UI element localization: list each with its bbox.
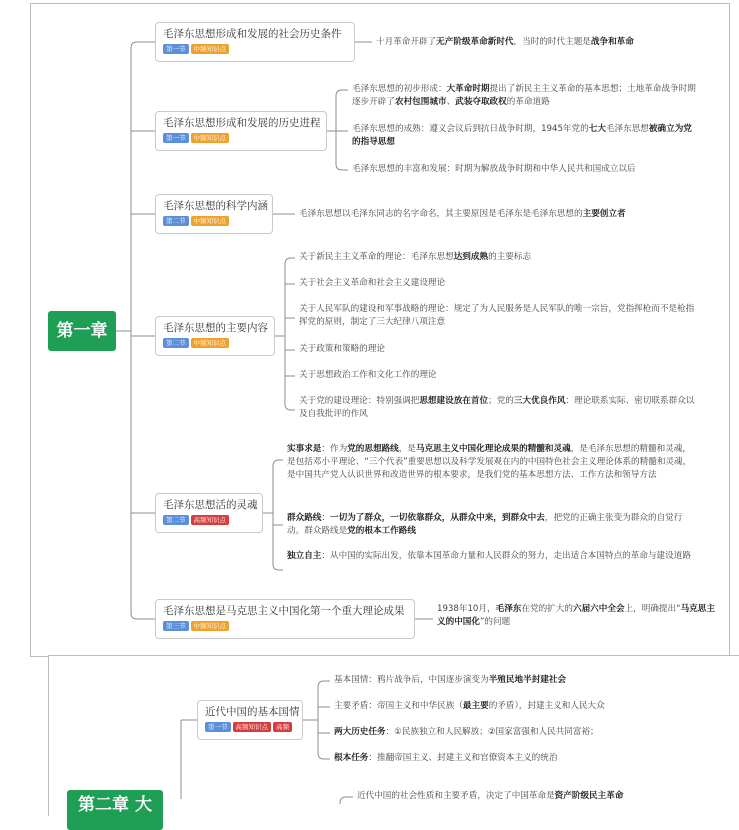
leaf-segment: 关于人民军队的建设和军事战略的理论：规定了为人民服务是人民军队的唯一宗旨，党指挥枪而不是枪指挥党的原则，制定了三大纪律八项注意 — [299, 304, 695, 327]
leaf-text — [334, 674, 714, 687]
leaf-segment: 关于政策和策略的理论 — [299, 344, 385, 354]
leaf-emphasis: 两大历史任务 — [334, 727, 386, 737]
leaf-segment: 毛泽东思想以毛泽东同志的名字命名，其主要原因是毛泽东是毛泽东思想的 — [299, 209, 583, 219]
section-tag: 第一节 — [163, 44, 189, 54]
frequency-tag-short: 高频 — [273, 722, 292, 732]
section-tag: 第一节 — [163, 133, 189, 143]
topic-title: 毛泽东思想的科学内涵 — [163, 200, 268, 212]
leaf-emphasis: 根本任务 — [334, 753, 369, 763]
leaf-segment: 在党的扩大的 — [521, 604, 573, 614]
leaf-emphasis: 达到成熟 — [453, 252, 489, 262]
frequency-tag: 中频知识点 — [191, 338, 230, 348]
topic-social-historical-conditions[interactable] — [155, 22, 355, 62]
leaf-segment: 毛泽东思想 — [605, 124, 649, 134]
leaf-segment: 近代中国的社会性质和主要矛盾，决定了中国革命是 — [357, 791, 555, 801]
topic-living-soul[interactable] — [155, 493, 263, 533]
leaf-emphasis: 六届六中全会 — [572, 604, 625, 614]
leaf-text — [299, 369, 705, 382]
leaf-text — [376, 36, 728, 49]
leaf-text — [299, 395, 699, 421]
leaf-segment: 毛泽东思想的丰富和发展：时期为解放战争时期和中华人民共和国成立以后 — [352, 164, 636, 174]
leaf-text — [357, 790, 727, 803]
section-tag: 第二节 — [163, 515, 189, 525]
leaf-emphasis: 党的根本工作路线 — [347, 526, 416, 536]
leaf-emphasis: 三大优良作风 — [513, 396, 566, 406]
leaf-text — [334, 726, 714, 739]
leaf-text — [299, 277, 705, 290]
leaf-emphasis: 半殖民地半封建社会 — [488, 675, 567, 685]
leaf-text — [299, 251, 705, 264]
topic-title: 毛泽东思想形成和发展的社会历史条件 — [163, 28, 342, 40]
leaf-segment: ；党的 — [488, 396, 514, 406]
leaf-segment: 主要矛盾：帝国主义和中华民族（ — [334, 701, 463, 711]
leaf-emphasis: 党的思想路线 — [347, 444, 399, 454]
leaf-text — [437, 603, 717, 629]
leaf-emphasis: 实事求是 — [287, 444, 322, 454]
leaf-text — [299, 303, 695, 329]
topic-title: 毛泽东思想是马克思主义中国化第一个重大理论成果 — [163, 605, 405, 617]
leaf-segment: 的矛盾），封建主义和人民大众 — [488, 701, 605, 711]
leaf-segment: 提出了新民主主义革命的基本思想；土地革命战争时期逐步开辟了 — [352, 84, 696, 107]
leaf-segment: 基本国情：鸦片战争后，中国逐步演变为 — [334, 675, 489, 685]
leaf-segment: 的革命道路 — [506, 97, 550, 107]
leaf-segment: 毛泽东思想的成熟：遵义会议后到抗日战争时期，1945年党的 — [352, 124, 589, 134]
frequency-tag: 中频知识点 — [191, 216, 230, 226]
section-tag: 第三节 — [163, 621, 189, 631]
leaf-emphasis: 被确立为党的指导思想 — [352, 124, 692, 147]
section-tag: 第一节 — [205, 722, 231, 732]
chapter-1-node[interactable]: 第一章 — [48, 311, 116, 351]
leaf-emphasis: 群众路线 — [287, 513, 322, 523]
topic-historical-process[interactable] — [155, 111, 327, 151]
leaf-emphasis: 主要创立者 — [582, 209, 626, 219]
leaf-segment: 毛泽东思想的初步形成： — [352, 84, 447, 94]
topic-main-content[interactable] — [155, 316, 275, 356]
leaf-emphasis: 战争和革命 — [590, 37, 634, 47]
leaf-emphasis: 一切为了群众，一切依靠群众，从群众中来，到群众中去 — [330, 513, 545, 523]
leaf-emphasis: 思想建设放在首位 — [419, 396, 489, 406]
topic-title: 近代中国的基本国情 — [205, 706, 300, 718]
leaf-segment: 的主要标志 — [488, 252, 532, 262]
topic-title: 毛泽东思想的主要内容 — [163, 322, 268, 334]
leaf-emphasis: 毛泽东 — [495, 604, 522, 614]
leaf-segment: ”的问题 — [479, 617, 511, 627]
leaf-segment: 1938年10月， — [437, 604, 496, 614]
leaf-text — [334, 700, 714, 713]
frequency-tag: 高频知识点 — [233, 722, 272, 732]
leaf-segment: 关于思想政治工作和文化工作的理论 — [299, 370, 437, 380]
leaf-segment: ，当时的时代主题是 — [513, 37, 591, 47]
leaf-text — [352, 163, 704, 176]
leaf-emphasis: 七大 — [588, 124, 606, 134]
topic-first-theoretical-achievement[interactable] — [155, 599, 415, 639]
section-tag: 第二节 — [163, 338, 189, 348]
leaf-segment: 关于党的建设理论：特别强调把 — [299, 396, 420, 406]
leaf-text — [287, 550, 697, 563]
leaf-emphasis: 大革命时期 — [446, 84, 490, 94]
frequency-tag: 中频知识点 — [191, 621, 230, 631]
leaf-emphasis: 独立自主 — [287, 551, 322, 561]
leaf-segment: ，是毛泽东思想的精髓和灵魂，是包括邓小平理论、“三个代表”重要思想以及科学发展观在内的中国特色社会主义理论体系的精髓和灵魂，是中国共产党人认识世界和改造世界的根本要求，是我们党的基本思想方法、工作方法和领导方法 — [287, 444, 692, 480]
leaf-text — [334, 752, 714, 765]
leaf-segment: 上，明确提出“ — [624, 604, 681, 614]
leaf-segment: ，是 — [398, 444, 416, 454]
frequency-tag: 中频知识点 — [191, 44, 230, 54]
leaf-emphasis: 资产阶级民主革命 — [554, 791, 624, 801]
leaf-text — [287, 512, 697, 538]
leaf-emphasis: 无产阶级革命新时代 — [436, 37, 514, 47]
leaf-text — [352, 83, 704, 109]
leaf-emphasis: 马克思主义中国化理论成果的精髓和灵魂 — [415, 444, 571, 454]
leaf-segment: 关于社会主义革命和社会主义建设理论 — [299, 278, 446, 288]
frequency-tag: 中频知识点 — [191, 133, 230, 143]
leaf-emphasis: 最主要 — [462, 701, 489, 711]
leaf-text — [299, 343, 705, 356]
leaf-emphasis: 农村包围城市 — [394, 97, 447, 107]
leaf-segment: ：作为 — [321, 444, 348, 454]
leaf-segment: ：理论联系实际、密切联系群众以及自我批评的作风 — [299, 396, 695, 419]
section-tag: 第二节 — [163, 216, 189, 226]
chapter-2-node[interactable]: 第二章 大 — [67, 790, 163, 830]
leaf-text — [287, 443, 697, 482]
leaf-segment: ：①民族独立和人民解放；②国家富强和人民共同富裕； — [385, 727, 599, 737]
leaf-segment: 关于新民主主义革命的理论：毛泽东思想 — [299, 252, 454, 262]
leaf-emphasis: 马克思主义的中国化 — [437, 604, 715, 627]
topic-scientific-connotation[interactable] — [155, 194, 273, 234]
leaf-text — [352, 123, 696, 149]
topic-title: 毛泽东思想形成和发展的历史进程 — [163, 117, 321, 129]
leaf-segment: ：从中国的实际出发，依靠本国革命力量和人民群众的努力，走出适合本国特点的革命与建设道路 — [321, 551, 691, 561]
topic-basic-national-conditions[interactable] — [197, 700, 303, 740]
leaf-text — [299, 208, 705, 221]
leaf-segment: ： — [321, 513, 330, 523]
frequency-tag: 高频知识点 — [191, 515, 230, 525]
leaf-segment: 十月革命开辟了 — [376, 37, 437, 47]
leaf-segment: ：推翻帝国主义、封建主义和官僚资本主义的统治 — [368, 753, 558, 763]
leaf-segment: 、 — [446, 97, 456, 107]
leaf-emphasis: 武装夺取政权 — [455, 97, 507, 107]
leaf-segment: ，把党的正确主张变为群众的自觉行动。群众路线是 — [287, 513, 683, 536]
topic-title: 毛泽东思想活的灵魂 — [163, 499, 258, 511]
